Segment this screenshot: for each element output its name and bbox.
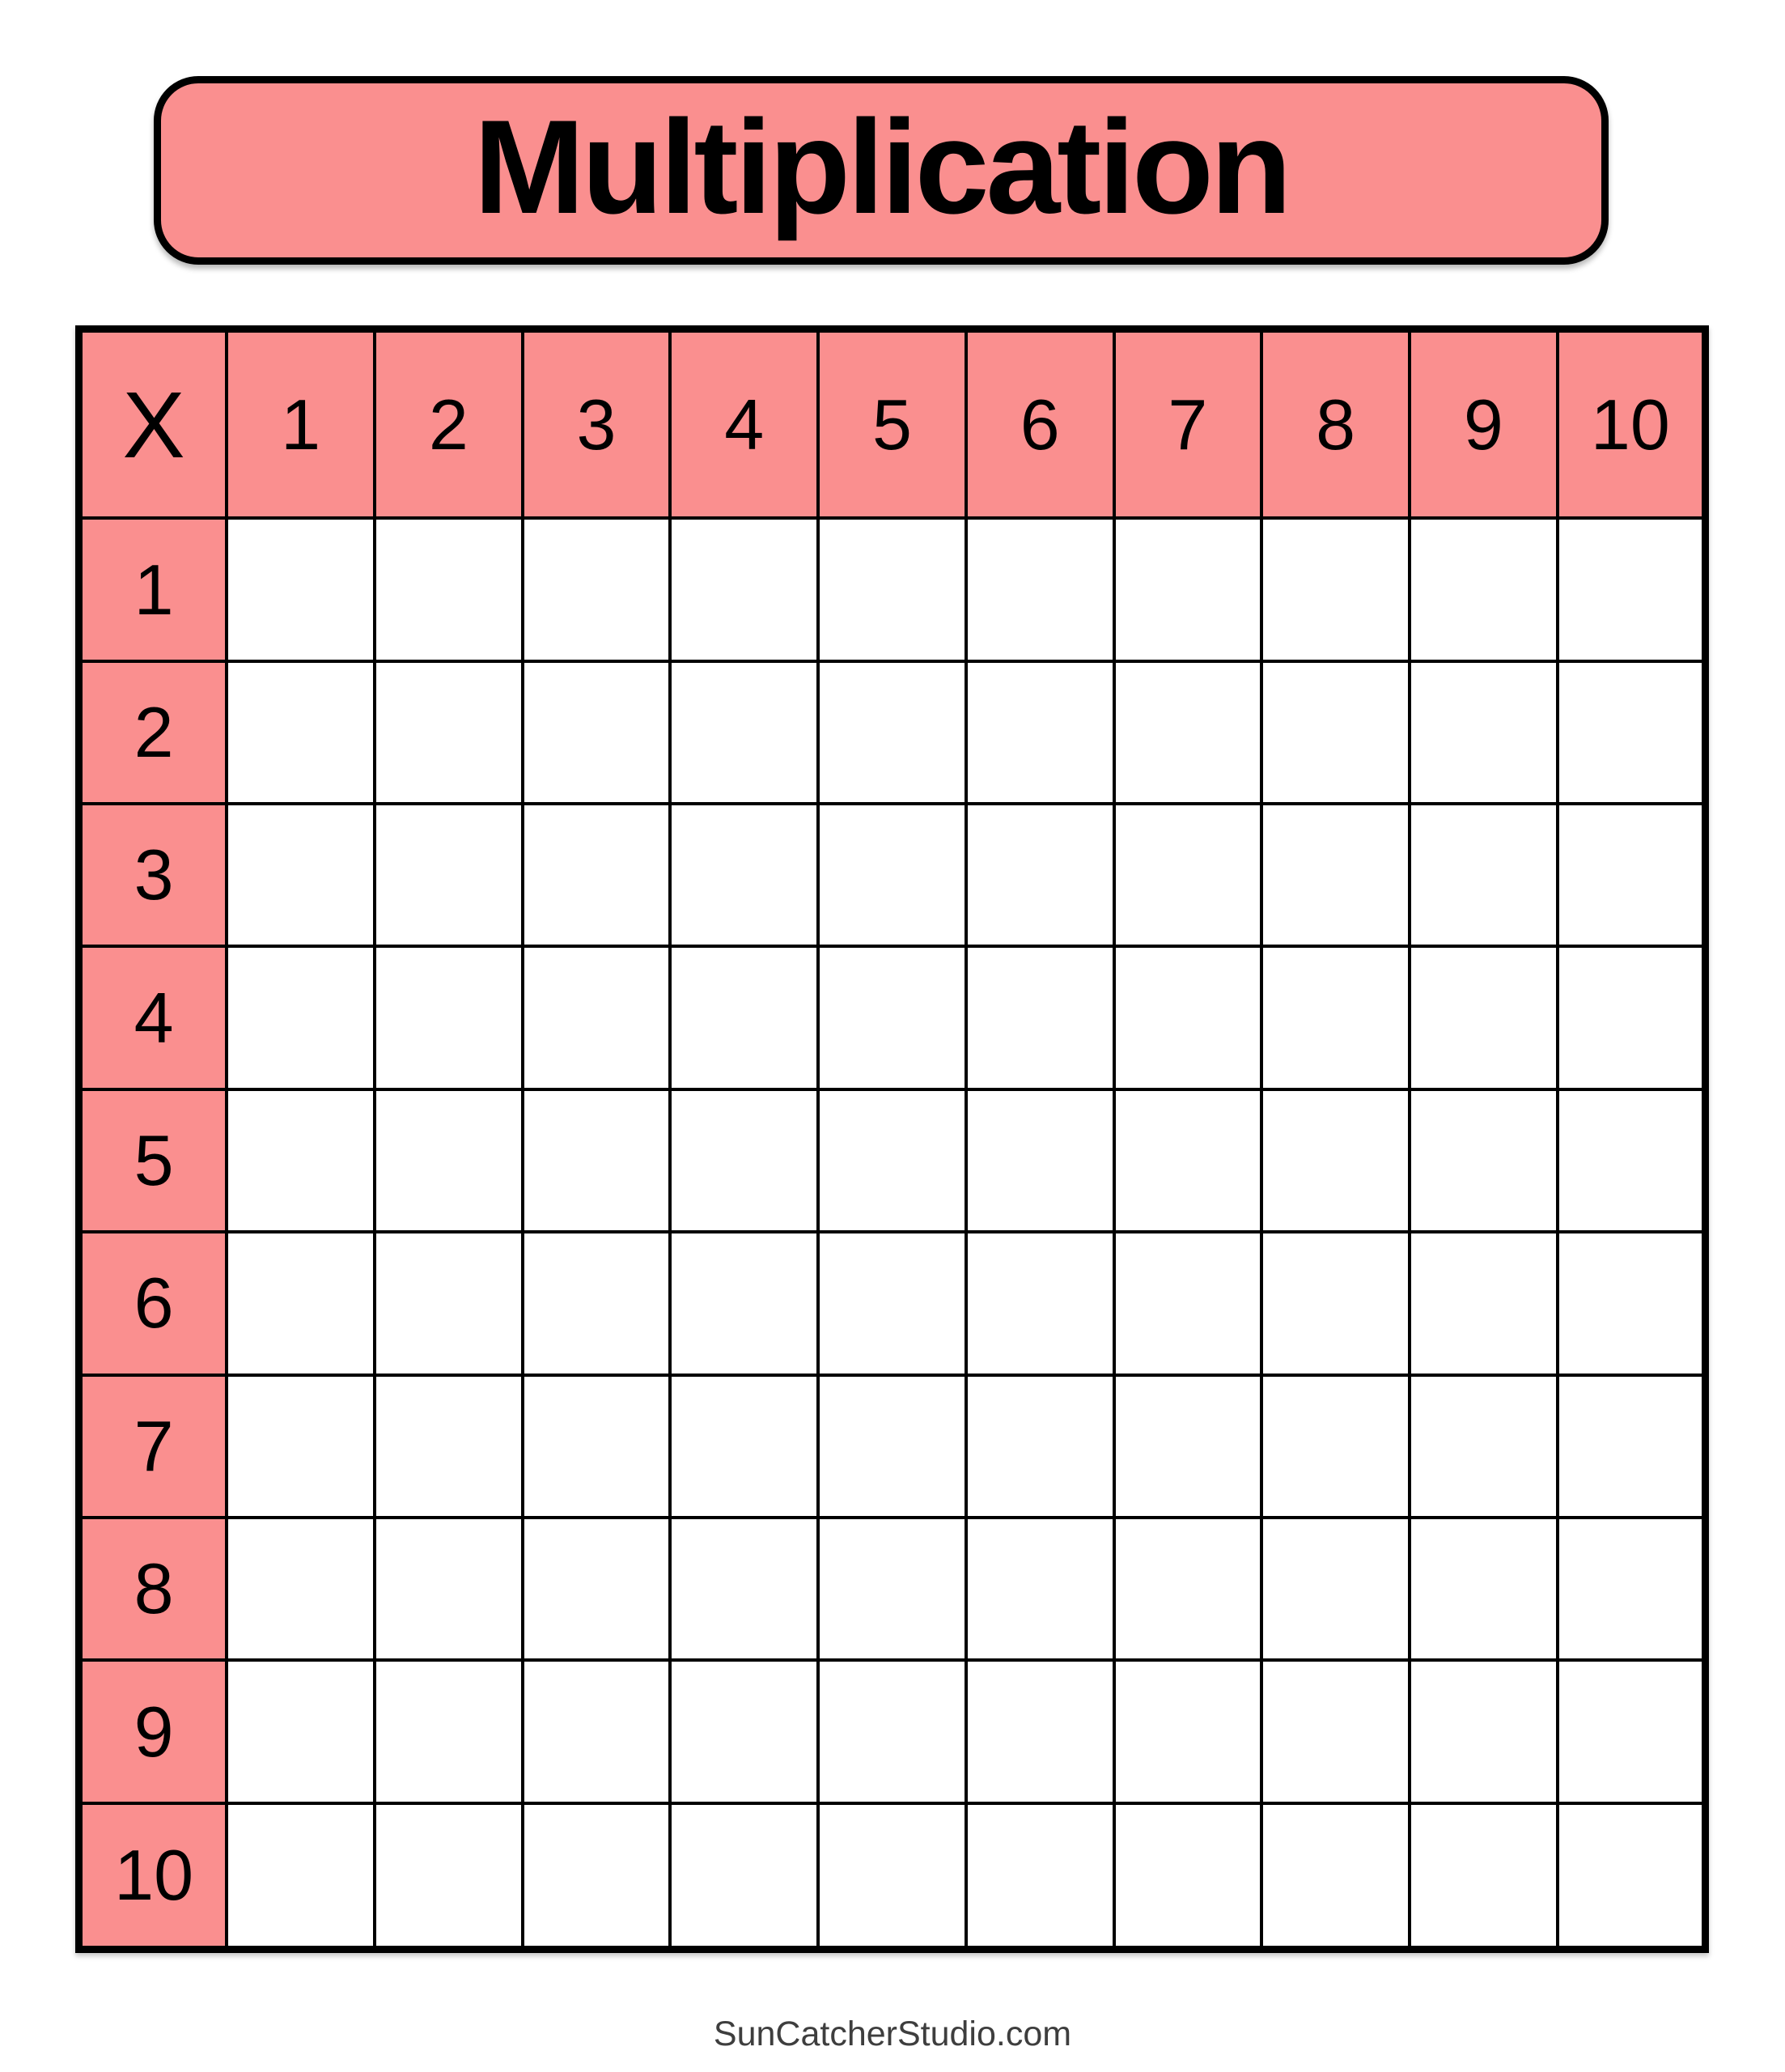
grid-cell-6x1 bbox=[227, 1232, 375, 1374]
grid-cell-8x10 bbox=[1558, 1518, 1706, 1660]
row-header-4: 4 bbox=[79, 946, 227, 1089]
grid-cell-1x2 bbox=[375, 518, 523, 660]
table-row-8 bbox=[79, 1518, 1706, 1660]
grid-cell-8x6 bbox=[966, 1518, 1114, 1660]
grid-cell-3x2 bbox=[375, 804, 523, 946]
footer-credit: SunCatcherStudio.com bbox=[713, 2015, 1072, 2053]
grid-cell-9x2 bbox=[375, 1660, 523, 1802]
grid-cell-10x9 bbox=[1410, 1803, 1558, 1950]
grid-cell-7x8 bbox=[1261, 1375, 1410, 1518]
grid-cell-3x5 bbox=[818, 804, 966, 946]
grid-cell-8x1 bbox=[227, 1518, 375, 1660]
grid-cell-7x5 bbox=[818, 1375, 966, 1518]
grid-cell-4x9 bbox=[1410, 946, 1558, 1089]
grid-cell-1x5 bbox=[818, 518, 966, 660]
grid-cell-8x4 bbox=[670, 1518, 818, 1660]
grid-cell-3x3 bbox=[523, 804, 671, 946]
multiplication-table-body bbox=[79, 329, 1706, 1950]
grid-cell-4x10 bbox=[1558, 946, 1706, 1089]
grid-cell-4x3 bbox=[523, 946, 671, 1089]
row-header-7: 7 bbox=[79, 1375, 227, 1518]
grid-cell-3x7 bbox=[1114, 804, 1262, 946]
grid-cell-10x1 bbox=[227, 1803, 375, 1950]
grid-cell-5x7 bbox=[1114, 1089, 1262, 1232]
column-header-4: 4 bbox=[670, 329, 818, 519]
column-header-8: 8 bbox=[1261, 329, 1410, 519]
grid-cell-7x2 bbox=[375, 1375, 523, 1518]
grid-cell-9x8 bbox=[1261, 1660, 1410, 1802]
header-row bbox=[79, 329, 1706, 519]
grid-cell-8x7 bbox=[1114, 1518, 1262, 1660]
grid-cell-4x2 bbox=[375, 946, 523, 1089]
column-header-5: 5 bbox=[818, 329, 966, 519]
table-row-9 bbox=[79, 1660, 1706, 1802]
grid-cell-3x10 bbox=[1558, 804, 1706, 946]
grid-cell-5x8 bbox=[1261, 1089, 1410, 1232]
table-row-10 bbox=[79, 1803, 1706, 1950]
grid-cell-10x6 bbox=[966, 1803, 1114, 1950]
grid-cell-5x4 bbox=[670, 1089, 818, 1232]
grid-cell-9x7 bbox=[1114, 1660, 1262, 1802]
grid-cell-1x1 bbox=[227, 518, 375, 660]
grid-cell-3x1 bbox=[227, 804, 375, 946]
row-header-6: 6 bbox=[79, 1232, 227, 1374]
grid-cell-10x2 bbox=[375, 1803, 523, 1950]
column-header-10: 10 bbox=[1558, 329, 1706, 519]
grid-cell-7x4 bbox=[670, 1375, 818, 1518]
grid-cell-5x10 bbox=[1558, 1089, 1706, 1232]
column-header-6: 6 bbox=[966, 329, 1114, 519]
grid-cell-6x6 bbox=[966, 1232, 1114, 1374]
grid-cell-9x9 bbox=[1410, 1660, 1558, 1802]
grid-cell-10x7 bbox=[1114, 1803, 1262, 1950]
title-banner bbox=[154, 76, 1609, 265]
grid-cell-6x8 bbox=[1261, 1232, 1410, 1374]
grid-cell-7x3 bbox=[523, 1375, 671, 1518]
grid-cell-2x7 bbox=[1114, 661, 1262, 804]
grid-cell-7x9 bbox=[1410, 1375, 1558, 1518]
grid-cell-2x6 bbox=[966, 661, 1114, 804]
table-row-5 bbox=[79, 1089, 1706, 1232]
grid-cell-8x8 bbox=[1261, 1518, 1410, 1660]
table-row-3 bbox=[79, 804, 1706, 946]
grid-cell-10x8 bbox=[1261, 1803, 1410, 1950]
grid-cell-4x6 bbox=[966, 946, 1114, 1089]
grid-cell-8x3 bbox=[523, 1518, 671, 1660]
grid-cell-1x7 bbox=[1114, 518, 1262, 660]
grid-cell-5x5 bbox=[818, 1089, 966, 1232]
grid-cell-9x5 bbox=[818, 1660, 966, 1802]
multiplication-table bbox=[75, 325, 1709, 1953]
grid-cell-4x4 bbox=[670, 946, 818, 1089]
grid-cell-4x1 bbox=[227, 946, 375, 1089]
grid-cell-7x7 bbox=[1114, 1375, 1262, 1518]
grid-cell-1x3 bbox=[523, 518, 671, 660]
page-title: Multiplication bbox=[473, 92, 1289, 241]
column-header-1: 1 bbox=[227, 329, 375, 519]
column-header-9: 9 bbox=[1410, 329, 1558, 519]
grid-cell-6x3 bbox=[523, 1232, 671, 1374]
grid-cell-6x7 bbox=[1114, 1232, 1262, 1374]
grid-cell-9x3 bbox=[523, 1660, 671, 1802]
grid-cell-9x10 bbox=[1558, 1660, 1706, 1802]
column-header-7: 7 bbox=[1114, 329, 1262, 519]
corner-cell: X bbox=[79, 329, 227, 519]
grid-cell-1x9 bbox=[1410, 518, 1558, 660]
grid-cell-1x6 bbox=[966, 518, 1114, 660]
grid-cell-1x10 bbox=[1558, 518, 1706, 660]
table-row-7 bbox=[79, 1375, 1706, 1518]
grid-cell-6x2 bbox=[375, 1232, 523, 1374]
grid-cell-2x2 bbox=[375, 661, 523, 804]
row-header-9: 9 bbox=[79, 1660, 227, 1802]
grid-cell-2x5 bbox=[818, 661, 966, 804]
table-row-6 bbox=[79, 1232, 1706, 1374]
grid-cell-5x6 bbox=[966, 1089, 1114, 1232]
grid-cell-7x1 bbox=[227, 1375, 375, 1518]
grid-cell-4x5 bbox=[818, 946, 966, 1089]
grid-cell-3x4 bbox=[670, 804, 818, 946]
grid-cell-8x5 bbox=[818, 1518, 966, 1660]
grid-cell-9x4 bbox=[670, 1660, 818, 1802]
grid-cell-10x10 bbox=[1558, 1803, 1706, 1950]
column-header-3: 3 bbox=[523, 329, 671, 519]
grid-cell-2x9 bbox=[1410, 661, 1558, 804]
grid-cell-2x10 bbox=[1558, 661, 1706, 804]
grid-cell-2x8 bbox=[1261, 661, 1410, 804]
row-header-3: 3 bbox=[79, 804, 227, 946]
grid-cell-3x9 bbox=[1410, 804, 1558, 946]
row-header-2: 2 bbox=[79, 661, 227, 804]
grid-cell-6x9 bbox=[1410, 1232, 1558, 1374]
grid-cell-10x5 bbox=[818, 1803, 966, 1950]
grid-cell-2x3 bbox=[523, 661, 671, 804]
grid-cell-5x3 bbox=[523, 1089, 671, 1232]
grid-cell-2x4 bbox=[670, 661, 818, 804]
grid-cell-3x8 bbox=[1261, 804, 1410, 946]
grid-cell-4x8 bbox=[1261, 946, 1410, 1089]
grid-cell-10x3 bbox=[523, 1803, 671, 1950]
grid-cell-9x6 bbox=[966, 1660, 1114, 1802]
table-row-4 bbox=[79, 946, 1706, 1089]
grid-cell-7x10 bbox=[1558, 1375, 1706, 1518]
grid-cell-5x2 bbox=[375, 1089, 523, 1232]
grid-cell-9x1 bbox=[227, 1660, 375, 1802]
grid-cell-5x9 bbox=[1410, 1089, 1558, 1232]
grid-cell-6x5 bbox=[818, 1232, 966, 1374]
row-header-5: 5 bbox=[79, 1089, 227, 1232]
grid-cell-8x2 bbox=[375, 1518, 523, 1660]
column-header-2: 2 bbox=[375, 329, 523, 519]
row-header-8: 8 bbox=[79, 1518, 227, 1660]
grid-cell-6x4 bbox=[670, 1232, 818, 1374]
table-row-2 bbox=[79, 661, 1706, 804]
grid-cell-10x4 bbox=[670, 1803, 818, 1950]
grid-cell-7x6 bbox=[966, 1375, 1114, 1518]
grid-cell-3x6 bbox=[966, 804, 1114, 946]
row-header-1: 1 bbox=[79, 518, 227, 660]
grid-cell-6x10 bbox=[1558, 1232, 1706, 1374]
row-header-10: 10 bbox=[79, 1803, 227, 1950]
grid-cell-1x8 bbox=[1261, 518, 1410, 660]
grid-cell-5x1 bbox=[227, 1089, 375, 1232]
grid-cell-4x7 bbox=[1114, 946, 1262, 1089]
grid-cell-1x4 bbox=[670, 518, 818, 660]
grid-cell-8x9 bbox=[1410, 1518, 1558, 1660]
table-row-1 bbox=[79, 518, 1706, 660]
grid-cell-2x1 bbox=[227, 661, 375, 804]
